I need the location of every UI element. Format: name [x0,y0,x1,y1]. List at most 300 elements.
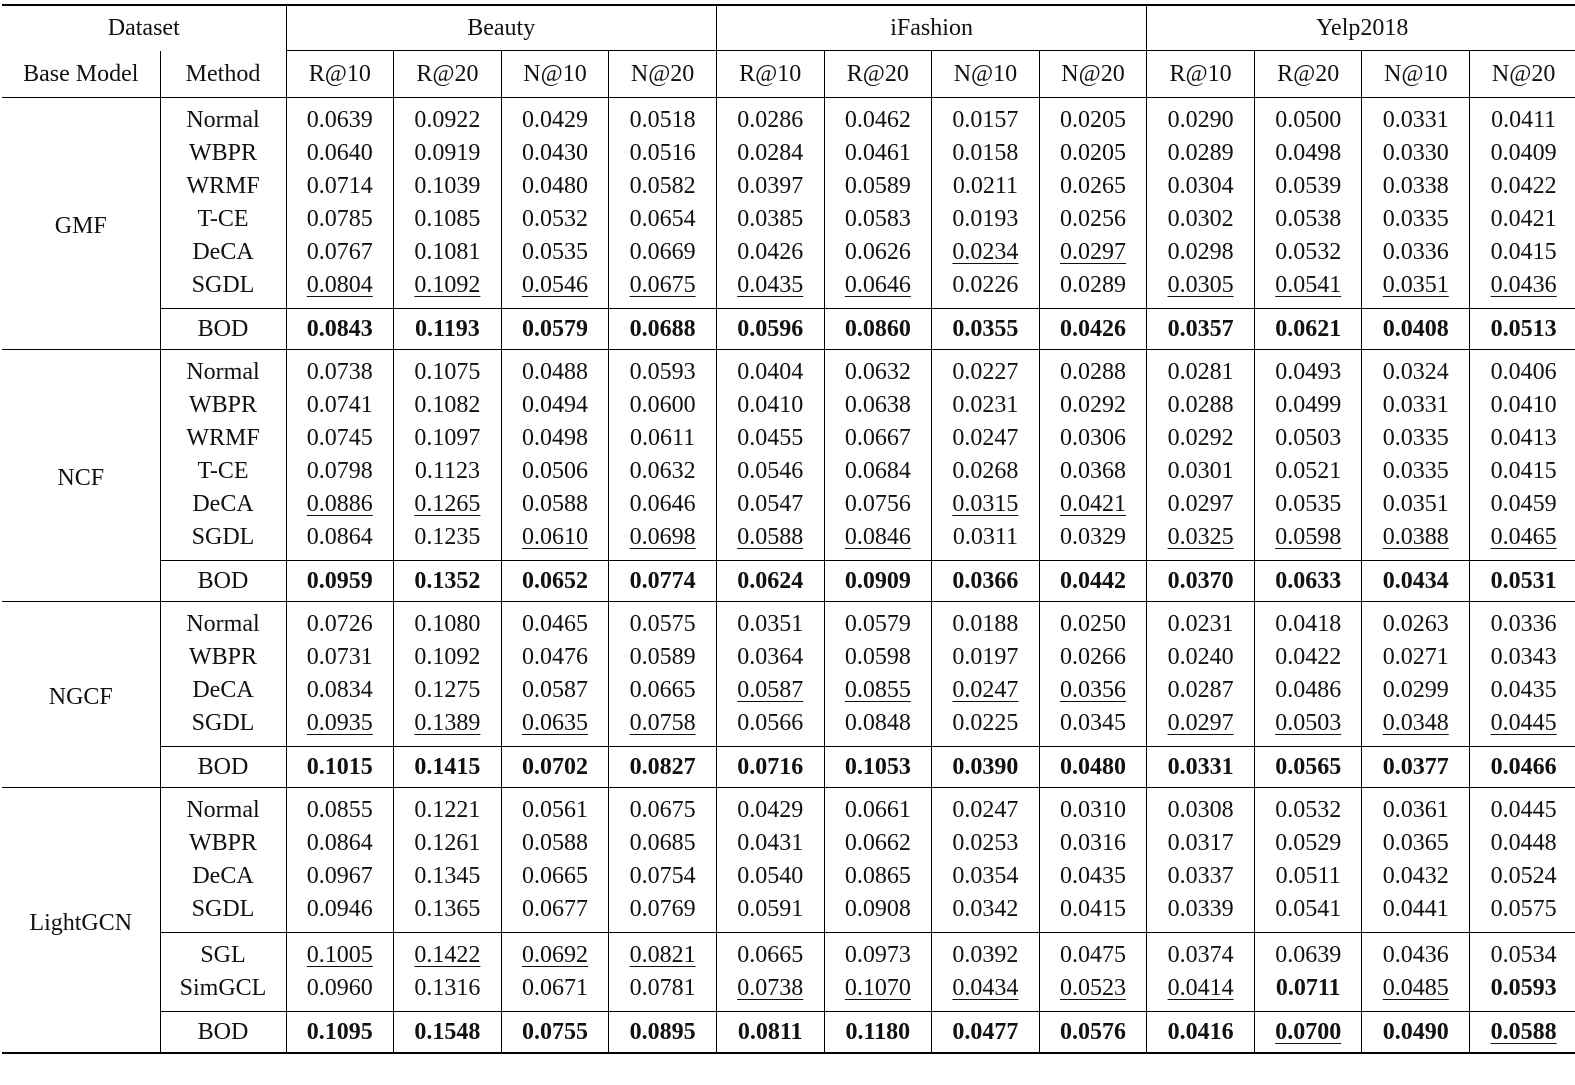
table-row [2,521,1575,561]
value-cell: 0.0418 [1254,602,1362,642]
method-cell: Normal [160,350,286,390]
value-cell: 0.0253 [932,827,1040,860]
value-cell: 0.0426 [716,236,824,269]
value-cell: 0.0436 [1362,933,1470,973]
value-cell: 0.0331 [1362,389,1470,422]
value-cell: 0.0338 [1362,170,1470,203]
value-cell: 0.1085 [394,203,502,236]
value-cell: 0.1053 [824,747,932,788]
value-cell: 0.0480 [1039,747,1147,788]
metric-header: R@20 [824,51,932,98]
value-cell: 0.0523 [1039,972,1147,1012]
table-row [2,98,1575,138]
value-cell: 0.0588 [501,827,609,860]
value-cell: 0.0738 [716,972,824,1012]
value-cell: 0.0409 [1470,137,1575,170]
bod-row [2,309,1575,350]
value-cell: 0.0579 [501,309,609,350]
table-row [2,788,1575,828]
value-cell: 0.0355 [932,309,1040,350]
method-cell: SGDL [160,893,286,933]
value-cell: 0.0388 [1362,521,1470,561]
method-cell: SGDL [160,521,286,561]
value-cell: 0.0532 [1254,236,1362,269]
value-cell: 0.0500 [1254,98,1362,138]
value-cell: 0.0524 [1470,860,1575,893]
value-cell: 0.0434 [1362,561,1470,602]
bod-row [2,561,1575,602]
method-cell: Normal [160,602,286,642]
value-cell: 0.0860 [824,309,932,350]
value-cell: 0.0700 [1254,1012,1362,1054]
metric-header: N@10 [1362,51,1470,98]
value-cell: 0.0521 [1254,455,1362,488]
value-cell: 0.0646 [824,269,932,309]
value-cell: 0.0973 [824,933,932,973]
value-cell: 0.0365 [1362,827,1470,860]
value-cell: 0.0745 [286,422,394,455]
table-row [2,602,1575,642]
value-cell: 0.0415 [1470,236,1575,269]
value-cell: 0.1180 [824,1012,932,1054]
value-cell: 0.0895 [609,1012,717,1054]
dataset-beauty-header: Beauty [286,5,716,51]
table-row [2,350,1575,390]
value-cell: 0.0247 [932,422,1040,455]
metric-header: N@20 [1470,51,1575,98]
value-cell: 0.1092 [394,641,502,674]
value-cell: 0.1365 [394,893,502,933]
value-cell: 0.0297 [1147,488,1255,521]
value-cell: 0.0541 [1254,893,1362,933]
value-cell: 0.0158 [932,137,1040,170]
value-cell: 0.0756 [824,488,932,521]
value-cell: 0.0671 [501,972,609,1012]
value-cell: 0.0539 [1254,170,1362,203]
value-cell: 0.0343 [1470,641,1575,674]
value-cell: 0.0633 [1254,561,1362,602]
value-cell: 0.0767 [286,236,394,269]
value-cell: 0.0702 [501,747,609,788]
table-row [2,674,1575,707]
value-cell: 0.0299 [1362,674,1470,707]
value-cell: 0.0426 [1039,309,1147,350]
value-cell: 0.0325 [1147,521,1255,561]
value-cell: 0.0692 [501,933,609,973]
value-cell: 0.0493 [1254,350,1362,390]
value-cell: 0.0738 [286,350,394,390]
method-cell: DeCA [160,674,286,707]
method-cell: DeCA [160,236,286,269]
method-cell: SGDL [160,269,286,309]
value-cell: 0.0410 [1470,389,1575,422]
method-cell: BOD [160,1012,286,1054]
value-cell: 0.0247 [932,674,1040,707]
value-cell: 0.0415 [1470,455,1575,488]
value-cell: 0.0535 [501,236,609,269]
value-cell: 0.0397 [716,170,824,203]
value-cell: 0.0226 [932,269,1040,309]
value-cell: 0.0271 [1362,641,1470,674]
value-cell: 0.1005 [286,933,394,973]
metric-header: N@20 [1039,51,1147,98]
method-cell: SGL [160,933,286,973]
value-cell: 0.0302 [1147,203,1255,236]
value-cell: 0.0675 [609,269,717,309]
value-cell: 0.0370 [1147,561,1255,602]
value-cell: 0.0811 [716,1012,824,1054]
value-cell: 0.0588 [716,521,824,561]
value-cell: 0.0406 [1470,350,1575,390]
value-cell: 0.0716 [716,747,824,788]
value-cell: 0.0335 [1362,422,1470,455]
value-cell: 0.0827 [609,747,717,788]
table-row [2,170,1575,203]
value-cell: 0.0485 [1362,972,1470,1012]
value-cell: 0.1422 [394,933,502,973]
value-cell: 0.0465 [501,602,609,642]
table-row [2,488,1575,521]
value-cell: 0.1080 [394,602,502,642]
value-cell: 0.0503 [1254,707,1362,747]
value-cell: 0.0385 [716,203,824,236]
value-cell: 0.0434 [932,972,1040,1012]
metric-header: N@10 [932,51,1040,98]
value-cell: 0.0516 [609,137,717,170]
value-cell: 0.0565 [1254,747,1362,788]
value-cell: 0.0635 [501,707,609,747]
value-cell: 0.0588 [501,488,609,521]
value-cell: 0.0583 [824,203,932,236]
value-cell: 0.0368 [1039,455,1147,488]
value-cell: 0.0286 [716,98,824,138]
value-cell: 0.0266 [1039,641,1147,674]
value-cell: 0.0755 [501,1012,609,1054]
value-cell: 0.0392 [932,933,1040,973]
value-cell: 0.0288 [1147,389,1255,422]
value-cell: 0.0445 [1470,707,1575,747]
value-cell: 0.0935 [286,707,394,747]
method-cell: SGDL [160,707,286,747]
value-cell: 0.0546 [716,455,824,488]
value-cell: 0.0263 [1362,602,1470,642]
value-cell: 0.0546 [501,269,609,309]
value-cell: 0.0411 [1470,98,1575,138]
value-cell: 0.0316 [1039,827,1147,860]
value-cell: 0.0960 [286,972,394,1012]
value-cell: 0.0345 [1039,707,1147,747]
value-cell: 0.0304 [1147,170,1255,203]
value-cell: 0.0455 [716,422,824,455]
metric-header: R@20 [1254,51,1362,98]
value-cell: 0.0714 [286,170,394,203]
value-cell: 0.0390 [932,747,1040,788]
value-cell: 0.0821 [609,933,717,973]
value-cell: 0.0798 [286,455,394,488]
table-row [2,860,1575,893]
metric-header: N@10 [501,51,609,98]
value-cell: 0.0486 [1254,674,1362,707]
value-cell: 0.0288 [1039,350,1147,390]
value-cell: 0.0211 [932,170,1040,203]
value-cell: 0.0540 [716,860,824,893]
value-cell: 0.0227 [932,350,1040,390]
value-cell: 0.0488 [501,350,609,390]
value-cell: 0.0429 [501,98,609,138]
table-row [2,972,1575,1012]
value-cell: 0.0908 [824,893,932,933]
value-cell: 0.0422 [1470,170,1575,203]
value-cell: 0.0351 [716,602,824,642]
value-cell: 0.0575 [1470,893,1575,933]
value-cell: 0.1221 [394,788,502,828]
table-row [2,269,1575,309]
value-cell: 0.0466 [1470,747,1575,788]
value-cell: 0.0448 [1470,827,1575,860]
value-cell: 0.0665 [609,674,717,707]
value-cell: 0.0639 [286,98,394,138]
value-cell: 0.0290 [1147,98,1255,138]
value-cell: 0.0843 [286,309,394,350]
value-cell: 0.0356 [1039,674,1147,707]
value-cell: 0.0503 [1254,422,1362,455]
table-row [2,455,1575,488]
value-cell: 0.0442 [1039,561,1147,602]
value-cell: 0.0632 [609,455,717,488]
value-cell: 0.0598 [824,641,932,674]
value-cell: 0.1275 [394,674,502,707]
value-cell: 0.0306 [1039,422,1147,455]
value-cell: 0.0531 [1470,561,1575,602]
value-cell: 0.0435 [1039,860,1147,893]
value-cell: 0.0342 [932,893,1040,933]
value-cell: 0.0667 [824,422,932,455]
value-cell: 0.1092 [394,269,502,309]
value-cell: 0.0335 [1362,203,1470,236]
value-cell: 0.0366 [932,561,1040,602]
table-row [2,422,1575,455]
value-cell: 0.0865 [824,860,932,893]
method-cell: WBPR [160,641,286,674]
value-cell: 0.0632 [824,350,932,390]
value-cell: 0.0575 [609,602,717,642]
value-cell: 0.0298 [1147,236,1255,269]
method-cell: BOD [160,561,286,602]
value-cell: 0.0157 [932,98,1040,138]
value-cell: 0.0462 [824,98,932,138]
value-cell: 0.1345 [394,860,502,893]
value-cell: 0.0416 [1147,1012,1255,1054]
base-model-cell: NGCF [2,602,160,788]
value-cell: 0.0348 [1362,707,1470,747]
value-cell: 0.0339 [1147,893,1255,933]
value-cell: 0.0205 [1039,137,1147,170]
table-row [2,236,1575,269]
value-cell: 0.0834 [286,674,394,707]
value-cell: 0.0638 [824,389,932,422]
value-cell: 0.0422 [1254,641,1362,674]
value-cell: 0.0476 [501,641,609,674]
table-row [2,827,1575,860]
value-cell: 0.0754 [609,860,717,893]
table-row [2,137,1575,170]
value-cell: 0.0330 [1362,137,1470,170]
dataset-yelp2018-header: Yelp2018 [1147,5,1575,51]
value-cell: 0.0685 [609,827,717,860]
value-cell: 0.0576 [1039,1012,1147,1054]
value-cell: 0.0513 [1470,309,1575,350]
value-cell: 0.0596 [716,309,824,350]
value-cell: 0.0193 [932,203,1040,236]
value-cell: 0.0284 [716,137,824,170]
value-cell: 0.1097 [394,422,502,455]
value-cell: 0.0498 [501,422,609,455]
value-cell: 0.0665 [716,933,824,973]
value-cell: 0.0292 [1039,389,1147,422]
value-cell: 0.0909 [824,561,932,602]
value-cell: 0.0404 [716,350,824,390]
value-cell: 0.0661 [824,788,932,828]
method-cell: T-CE [160,203,286,236]
value-cell: 0.0846 [824,521,932,561]
value-cell: 0.1415 [394,747,502,788]
value-cell: 0.0547 [716,488,824,521]
value-cell: 0.0475 [1039,933,1147,973]
value-cell: 0.0310 [1039,788,1147,828]
value-cell: 0.0499 [1254,389,1362,422]
metric-header: N@20 [609,51,717,98]
results-table [2,4,1575,1054]
bod-row [2,747,1575,788]
value-cell: 0.0589 [824,170,932,203]
value-cell: 0.0265 [1039,170,1147,203]
value-cell: 0.0351 [1362,488,1470,521]
value-cell: 0.0855 [824,674,932,707]
base-model-cell: GMF [2,98,160,350]
value-cell: 0.0654 [609,203,717,236]
base-model-cell: LightGCN [2,788,160,1054]
value-cell: 0.0959 [286,561,394,602]
method-header: Method [160,51,286,98]
value-cell: 0.0621 [1254,309,1362,350]
value-cell: 0.0331 [1362,98,1470,138]
table-row [2,389,1575,422]
value-cell: 0.0250 [1039,602,1147,642]
value-cell: 0.0317 [1147,827,1255,860]
value-cell: 0.1548 [394,1012,502,1054]
value-cell: 0.0785 [286,203,394,236]
method-cell: SimGCL [160,972,286,1012]
value-cell: 0.0421 [1470,203,1575,236]
value-cell: 0.0351 [1362,269,1470,309]
value-cell: 0.0415 [1039,893,1147,933]
value-cell: 0.0435 [1470,674,1575,707]
value-cell: 0.0848 [824,707,932,747]
value-cell: 0.0665 [501,860,609,893]
value-cell: 0.1235 [394,521,502,561]
method-cell: WBPR [160,137,286,170]
value-cell: 0.0197 [932,641,1040,674]
value-cell: 0.0589 [609,641,717,674]
value-cell: 0.0494 [501,389,609,422]
value-cell: 0.0498 [1254,137,1362,170]
value-cell: 0.0669 [609,236,717,269]
table-row [2,933,1575,973]
value-cell: 0.0430 [501,137,609,170]
method-cell: WRMF [160,170,286,203]
value-cell: 0.0408 [1362,309,1470,350]
value-cell: 0.0781 [609,972,717,1012]
dataset-ifashion-header: iFashion [716,5,1146,51]
value-cell: 0.0336 [1470,602,1575,642]
value-cell: 0.0652 [501,561,609,602]
value-cell: 0.0374 [1147,933,1255,973]
value-cell: 0.0287 [1147,674,1255,707]
value-cell: 0.0480 [501,170,609,203]
base-model-header: Base Model [23,60,139,87]
value-cell: 0.0268 [932,455,1040,488]
value-cell: 0.0354 [932,860,1040,893]
value-cell: 0.0646 [609,488,717,521]
value-cell: 0.0946 [286,893,394,933]
value-cell: 0.0726 [286,602,394,642]
bod-row [2,1012,1575,1054]
value-cell: 0.0445 [1470,788,1575,828]
value-cell: 0.1075 [394,350,502,390]
value-cell: 0.0315 [932,488,1040,521]
value-cell: 0.0561 [501,788,609,828]
value-cell: 0.0518 [609,98,717,138]
value-cell: 0.1261 [394,827,502,860]
value-cell: 0.0308 [1147,788,1255,828]
value-cell: 0.0429 [716,788,824,828]
method-cell: WRMF [160,422,286,455]
value-cell: 0.0886 [286,488,394,521]
method-cell: WBPR [160,389,286,422]
method-cell: BOD [160,309,286,350]
value-cell: 0.0922 [394,98,502,138]
value-cell: 0.0741 [286,389,394,422]
value-cell: 0.0535 [1254,488,1362,521]
value-cell: 0.1015 [286,747,394,788]
metric-header: R@10 [716,51,824,98]
value-cell: 0.0364 [716,641,824,674]
value-cell: 0.0598 [1254,521,1362,561]
value-cell: 0.0769 [609,893,717,933]
value-cell: 0.0587 [501,674,609,707]
value-cell: 0.0677 [501,893,609,933]
value-cell: 0.0336 [1362,236,1470,269]
value-cell: 0.0611 [609,422,717,455]
value-cell: 0.0864 [286,521,394,561]
value-cell: 0.0534 [1470,933,1575,973]
value-cell: 0.0624 [716,561,824,602]
value-cell: 0.0532 [1254,788,1362,828]
value-cell: 0.0774 [609,561,717,602]
value-cell: 0.0297 [1147,707,1255,747]
value-cell: 0.0511 [1254,860,1362,893]
value-cell: 0.0432 [1362,860,1470,893]
value-cell: 0.0297 [1039,236,1147,269]
value-cell: 0.0538 [1254,203,1362,236]
value-cell: 0.0588 [1470,1012,1575,1054]
value-cell: 0.0289 [1147,137,1255,170]
value-cell: 0.0331 [1147,747,1255,788]
value-cell: 0.0529 [1254,827,1362,860]
value-cell: 0.1123 [394,455,502,488]
value-cell: 0.0231 [932,389,1040,422]
value-cell: 0.0758 [609,707,717,747]
